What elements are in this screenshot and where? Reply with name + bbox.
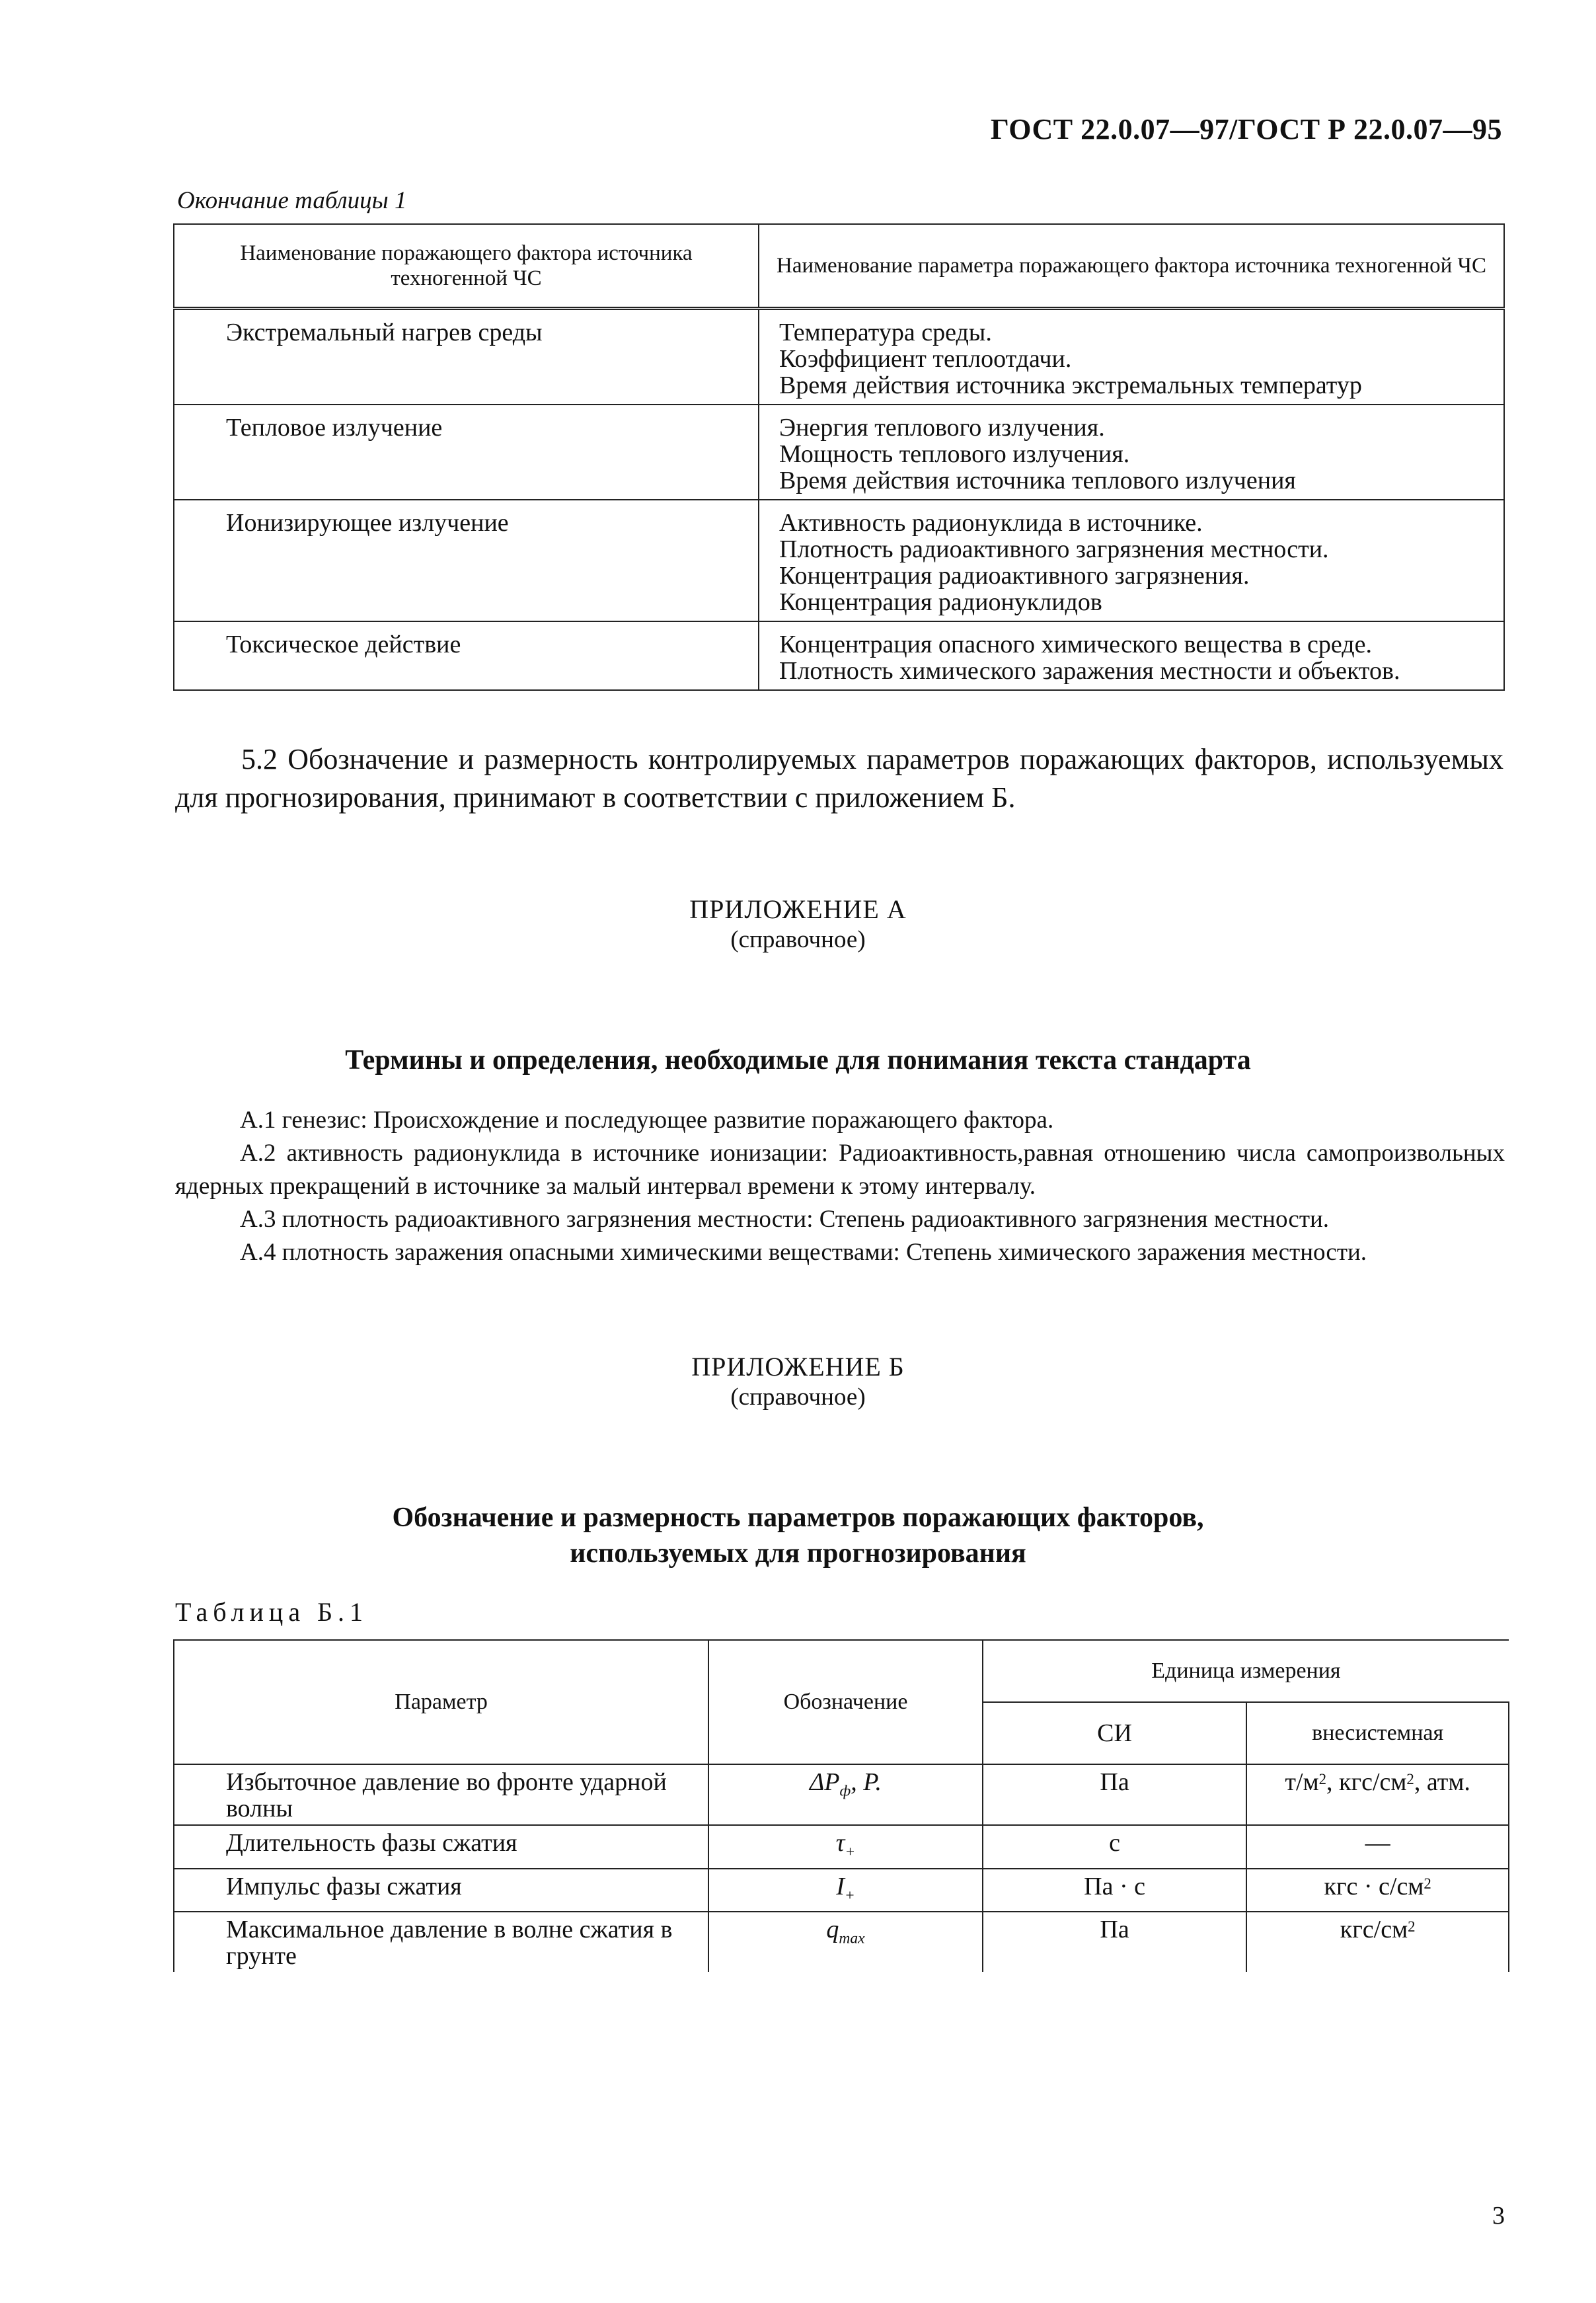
symbol-cell: $I_+$ [708,1869,983,1912]
parameter-line: Коэффициент теплоотдачи. [779,345,1072,373]
table-b1-header-symbol: Обозначение [708,1640,983,1764]
table-b1-header-si: СИ [983,1702,1246,1764]
symbol-cell: $\tau_+$ [708,1825,983,1869]
symbol-cell: $q_{max}$ [708,1912,983,1972]
appendix-b-heading-line2: используемых для прогнозирования [570,1538,1026,1569]
table-continuation-caption: Окончание таблицы 1 [177,187,407,214]
table-row [174,1825,1509,1869]
parameter-line: Плотность химического заражения местности и объектов. [779,657,1400,685]
appendix-a-heading: Термины и определения, необходимые для понимания текста стандарта [345,1045,1251,1075]
table-row [174,1869,1509,1912]
parameter-name-cell: Импульс фазы сжатия [174,1869,708,1912]
table-row [174,309,1504,405]
list-item: А.1 генезис: Происхождение и последующее развитие поражающего фактора. [240,1107,1054,1134]
symbol-cell: $\Delta P_ф$, P. [708,1764,983,1825]
hazard-parameters-cell [759,621,1504,690]
table1-header-parameter: Наименование параметра поражающего фактора источника техногенной ЧС [759,224,1504,309]
parameter-line: Температура среды. [779,319,992,346]
paragraph-5-2: 5.2 Обозначение и размерность контролируемых параметров поражающих факторов, используемых для прогнозирования, принимают в соответствии с приложением Б. [175,743,1503,814]
table-row [174,1912,1509,1972]
table-row [174,1764,1509,1825]
hazard-factors-table [173,223,1505,691]
si-unit-cell: Па [983,1764,1246,1825]
non-si-unit-cell: кгс · $с/см^2$ [1246,1869,1509,1912]
parameters-units-table [173,1639,1509,1972]
table-b1-header-param: Параметр [174,1640,708,1764]
parameter-line: Концентрация радиоактивного загрязнения. [779,562,1250,590]
table-row [174,621,1504,690]
parameter-line: Время действия источника экстремальных температур [779,371,1362,399]
si-unit-cell: Па [983,1912,1246,1972]
hazard-parameters-cell [759,309,1504,405]
parameter-line: Энергия теплового излучения. [779,414,1105,442]
hazard-factor-cell: Тепловое излучение [174,405,759,500]
hazard-factor-cell: Экстремальный нагрев среды [174,309,759,405]
parameter-line: Активность радионуклида в источнике. [779,509,1203,537]
appendix-b-heading-line1: Обозначение и размерность параметров поражающих факторов, [392,1503,1204,1533]
si-unit-cell: Па · с [983,1869,1246,1912]
parameter-line: Концентрация опасного химического вещества в среде. [779,631,1372,658]
table-row [174,405,1504,500]
table-row [174,500,1504,621]
definitions-list [175,1104,1505,1269]
appendix-b-note: (справочное) [730,1384,866,1411]
parameter-name-cell: Длительность фазы сжатия [174,1825,708,1869]
hazard-parameters-cell [759,500,1504,621]
list-item: А.4 плотность заражения опасными химическими веществами: Степень химического заражения местности. [240,1239,1367,1266]
table-b1-caption: Таблица Б.1 [175,1597,369,1627]
parameter-name-cell: Максимальное давление в волне сжатия в грунте [174,1912,708,1972]
hazard-factor-cell: Токсическое действие [174,621,759,690]
hazard-factor-cell: Ионизирующее излучение [174,500,759,621]
non-si-unit-cell: кгс/$см^2$ [1246,1912,1509,1972]
parameter-line: Время действия источника теплового излучения [779,467,1296,494]
hazard-parameters-cell [759,405,1504,500]
parameter-name-cell: Избыточное давление во фронте ударной волны [174,1764,708,1825]
appendix-a-title: ПРИЛОЖЕНИЕ А [689,894,907,924]
appendix-b-title: ПРИЛОЖЕНИЕ Б [691,1352,905,1382]
list-item: А.3 плотность радиоактивного загрязнения местности: Степень радиоактивного загрязнения местности. [240,1206,1330,1233]
table1-header-factor: Наименование поражающего фактора источника техногенной ЧС [174,224,759,309]
appendix-a-note: (справочное) [730,926,866,953]
parameter-line: Мощность теплового излучения. [779,440,1130,468]
list-item: А.2 активность радионуклида в источнике ионизации: Радиоактивность,равная отношению числа самопроизвольных ядерных прекращений в источнике за малый интервал времени к этому интервалу. [175,1140,1505,1200]
parameter-line: Плотность радиоактивного загрязнения местности. [779,535,1329,563]
si-unit-cell: с [983,1825,1246,1869]
parameter-line: Концентрация радионуклидов [779,588,1102,616]
document-code: ГОСТ 22.0.07—97/ГОСТ Р 22.0.07—95 [990,113,1502,145]
table-b1-header-unit: Единица измерения [983,1640,1509,1702]
page-number: 3 [1492,2202,1505,2230]
non-si-unit-cell: — [1246,1825,1509,1869]
non-si-unit-cell: $т/м^2$, кгс/$см^2$, атм. [1246,1764,1509,1825]
table-b1-header-non-si: внесистемная [1246,1702,1509,1764]
